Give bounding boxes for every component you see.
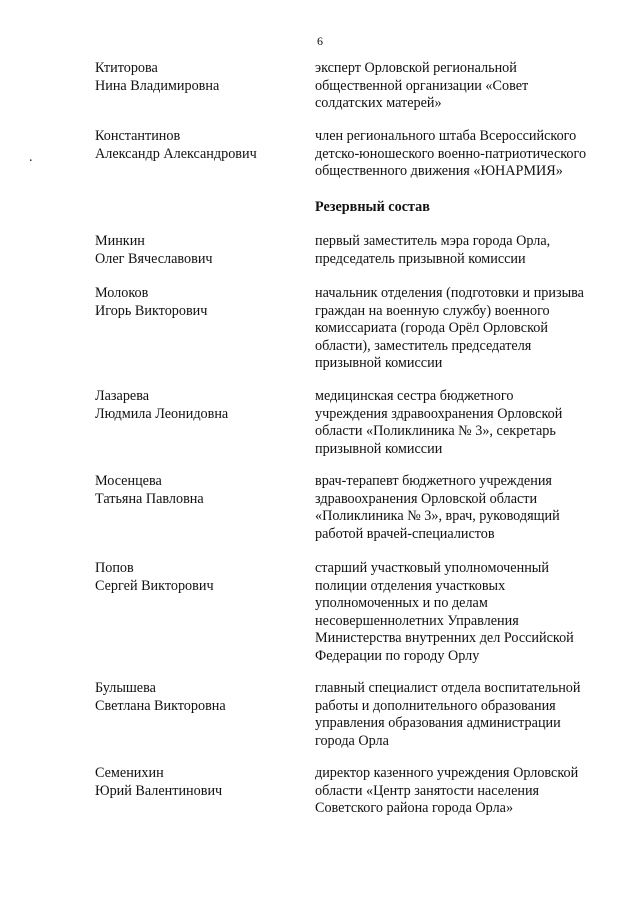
member-role — [315, 60, 620, 113]
member-role-line: области), заместитель председателя — [315, 337, 532, 354]
member-given-name: Нина Владимировна — [95, 77, 220, 94]
member-role-line: Министерства внутренних дел Российской — [315, 630, 574, 647]
member-surname: Попов — [95, 560, 134, 576]
member-role-line: эксперт Орловской региональной — [315, 60, 517, 76]
member-surname: Мосенцева — [95, 473, 162, 489]
member-role-line: Советского района города Орла» — [315, 800, 514, 817]
member-role-line: полиции отделения участковых — [315, 577, 506, 594]
page-number: 6 — [317, 34, 323, 48]
member-role-line: города Орла — [315, 732, 389, 749]
member-role-line: врач-терапевт бюджетного учреждения — [315, 473, 552, 489]
member-role-line: общественной организации «Совет — [315, 77, 529, 94]
member-role — [315, 388, 620, 458]
member-name — [95, 128, 300, 163]
member-name — [95, 60, 300, 95]
member-role-line: «Поликлиника № 3», врач, руководящий — [315, 508, 560, 525]
member-name — [95, 560, 300, 595]
member-given-name: Олег Вячеславович — [95, 250, 213, 267]
member-role-line: начальник отделения (подготовки и призыва — [315, 285, 584, 301]
member-name — [95, 388, 300, 423]
member-role — [315, 285, 620, 373]
member-role-line: член регионального штаба Всероссийского — [315, 128, 577, 144]
member-role-line: учреждения здравоохранения Орловской — [315, 405, 563, 422]
member-given-name: Людмила Леонидовна — [95, 405, 229, 422]
member-role — [315, 473, 620, 543]
member-role-line: области «Поликлиника № 3», секретарь — [315, 423, 556, 440]
member-role-line: первый заместитель мэра города Орла, — [315, 233, 551, 249]
member-role-line: работой врачей-специалистов — [315, 525, 495, 542]
member-role-line: призывной комиссии — [315, 355, 443, 372]
member-role-line: управления образования администрации — [315, 715, 561, 732]
member-role-line: несовершеннолетних Управления — [315, 612, 519, 629]
member-surname: Минкин — [95, 233, 145, 249]
member-name — [95, 233, 300, 268]
member-role-line: директор казенного учреждения Орловской — [315, 765, 579, 781]
member-given-name: Сергей Викторович — [95, 577, 214, 594]
member-role-line: председатель призывной комиссии — [315, 250, 526, 267]
member-given-name: Светлана Викторовна — [95, 697, 226, 714]
member-given-name: Александр Александрович — [95, 145, 257, 162]
member-role-line: призывной комиссии — [315, 440, 443, 457]
section-heading: Резервный состав — [315, 199, 430, 215]
member-name — [95, 285, 300, 320]
member-surname: Семенихин — [95, 765, 164, 781]
member-surname: Булышева — [95, 680, 156, 696]
member-name — [95, 765, 300, 800]
member-surname: Ктиторова — [95, 60, 158, 76]
member-given-name: Татьяна Павловна — [95, 490, 204, 507]
member-given-name: Юрий Валентинович — [95, 782, 223, 799]
member-given-name: Игорь Викторович — [95, 302, 208, 319]
member-name — [95, 473, 300, 508]
member-role-line: общественного движения «ЮНАРМИЯ» — [315, 163, 563, 180]
stray-mark: . — [29, 150, 33, 165]
member-role — [315, 680, 620, 750]
member-role — [315, 233, 620, 268]
member-role-line: главный специалист отдела воспитательной — [315, 680, 581, 696]
member-role-line: комиссариата (города Орёл Орловской — [315, 320, 548, 337]
member-surname: Лазарева — [95, 388, 150, 404]
member-name — [95, 680, 300, 715]
member-role-line: здравоохранения Орловской области — [315, 490, 538, 507]
member-role-line: медицинская сестра бюджетного — [315, 388, 514, 404]
member-role-line: старший участковый уполномоченный — [315, 560, 549, 576]
member-role-line: уполномоченных и по делам — [315, 595, 488, 612]
member-surname: Константинов — [95, 128, 181, 144]
member-role-line: области «Центр занятости населения — [315, 782, 540, 799]
member-surname: Молоков — [95, 285, 149, 301]
member-role — [315, 128, 620, 181]
member-role — [315, 765, 620, 818]
member-role — [315, 560, 620, 666]
member-role-line: Федерации по городу Орлу — [315, 647, 480, 664]
member-role-line: солдатских матерей» — [315, 95, 442, 112]
member-role-line: граждан на военную службу) военного — [315, 302, 550, 319]
member-role-line: работы и дополнительного образования — [315, 697, 556, 714]
member-role-line: детско-юношеского военно-патриотического — [315, 145, 587, 162]
